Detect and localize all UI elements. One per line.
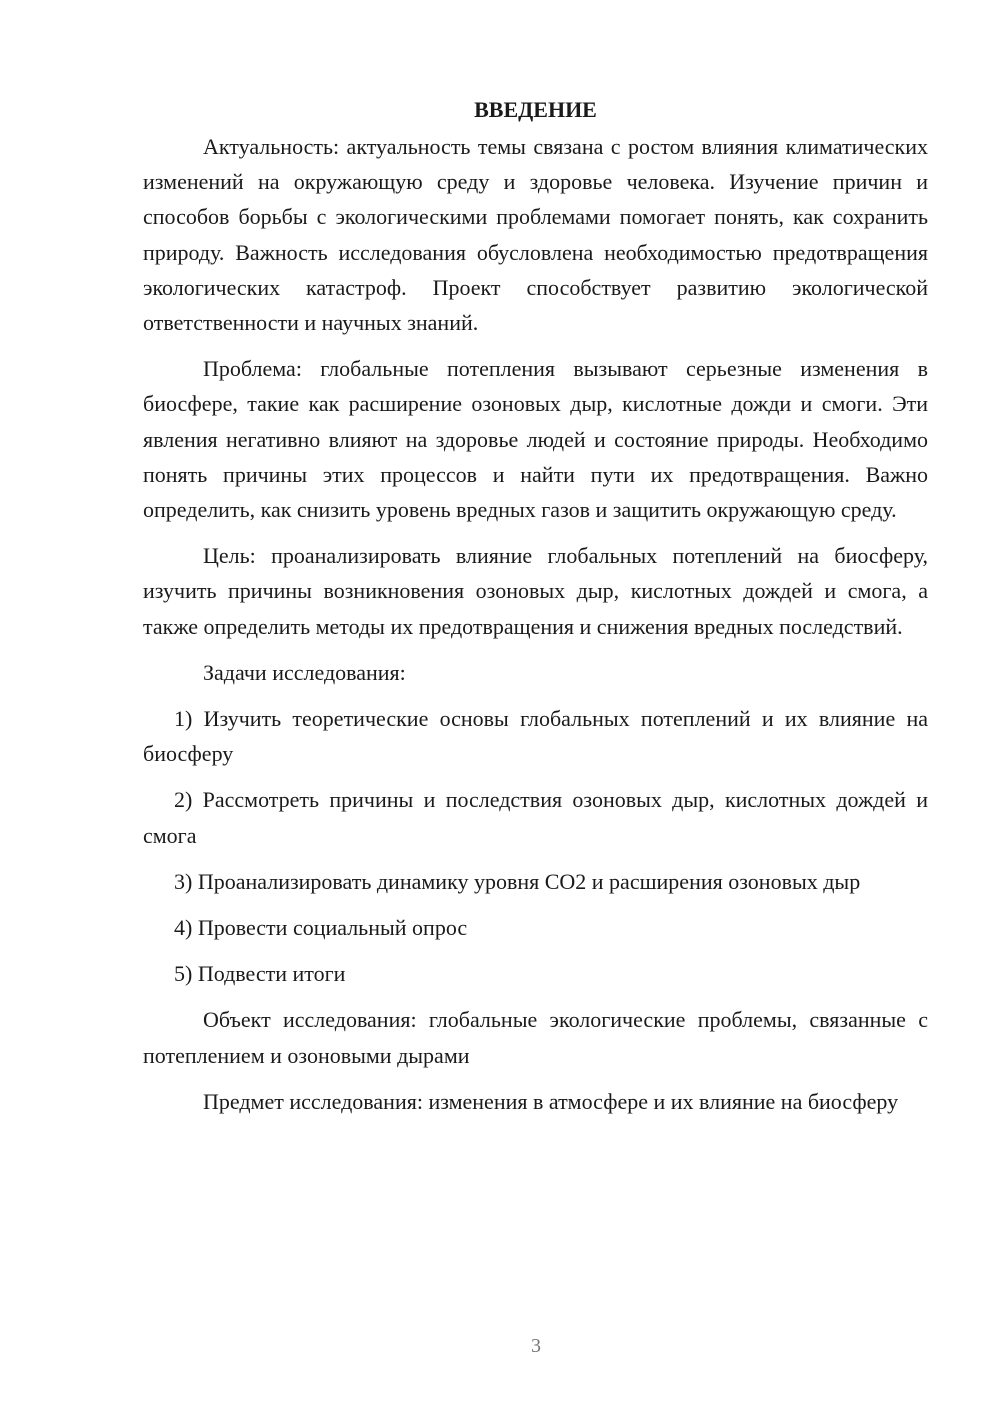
task-item-3: 3) Проанализировать динамику уровня CO2 и расширения озоновых дыр: [174, 868, 861, 894]
task-item-4: 4) Провести социальный опрос: [174, 915, 468, 941]
page-content: [143, 92, 928, 1130]
task-item-5: 5) Подвести итоги: [174, 961, 346, 987]
task-item-2: 2) Рассмотреть причины и последствия озоновых дыр, кислотных дождей и смога: [143, 787, 928, 848]
page-title: ВВЕДЕНИЕ: [474, 97, 597, 122]
paragraph-subject: Предмет исследования: изменения в атмосфере и их влияние на биосферу: [203, 1088, 899, 1114]
tasks-heading: Задачи исследования:: [203, 659, 406, 685]
paragraph-problem: Проблема: глобальные потепления вызывают серьезные изменения в биосфере, такие как расширение озоновых дыр, кислотные дожди и смоги. Эти явления негативно влияют на здоровье людей и состояние природы. Необходимо понять причины этих процессов и найти пути их предотвращения. Важно определить, как снизить уровень вредных газов и защитить окружающую среду.: [143, 356, 928, 523]
page-number: 3: [531, 1335, 541, 1357]
paragraph-goal: Цель: проанализировать влияние глобальных потеплений на биосферу, изучить причины возникновения озоновых дыр, кислотных дождей и смога, а также определить методы их предотвращения и снижения вредных последствий.: [143, 543, 928, 639]
task-item-1: 1) Изучить теоретические основы глобальных потеплений и их влияние на биосферу: [143, 706, 928, 767]
paragraph-relevance: Актуальность: актуальность темы связана с ростом влияния климатических изменений на окружающую среду и здоровье человека. Изучение причин и способов борьбы с экологическими проблемами помогает понять, как сохранить природу. Важность исследования обусловлена необходимостью предотвращения экологических катастроф. Проект способствует развитию экологической ответственности и научных знаний.: [143, 134, 928, 336]
paragraph-object: Объект исследования: глобальные экологические проблемы, связанные с потеплением и озоновыми дырами: [143, 1007, 928, 1068]
